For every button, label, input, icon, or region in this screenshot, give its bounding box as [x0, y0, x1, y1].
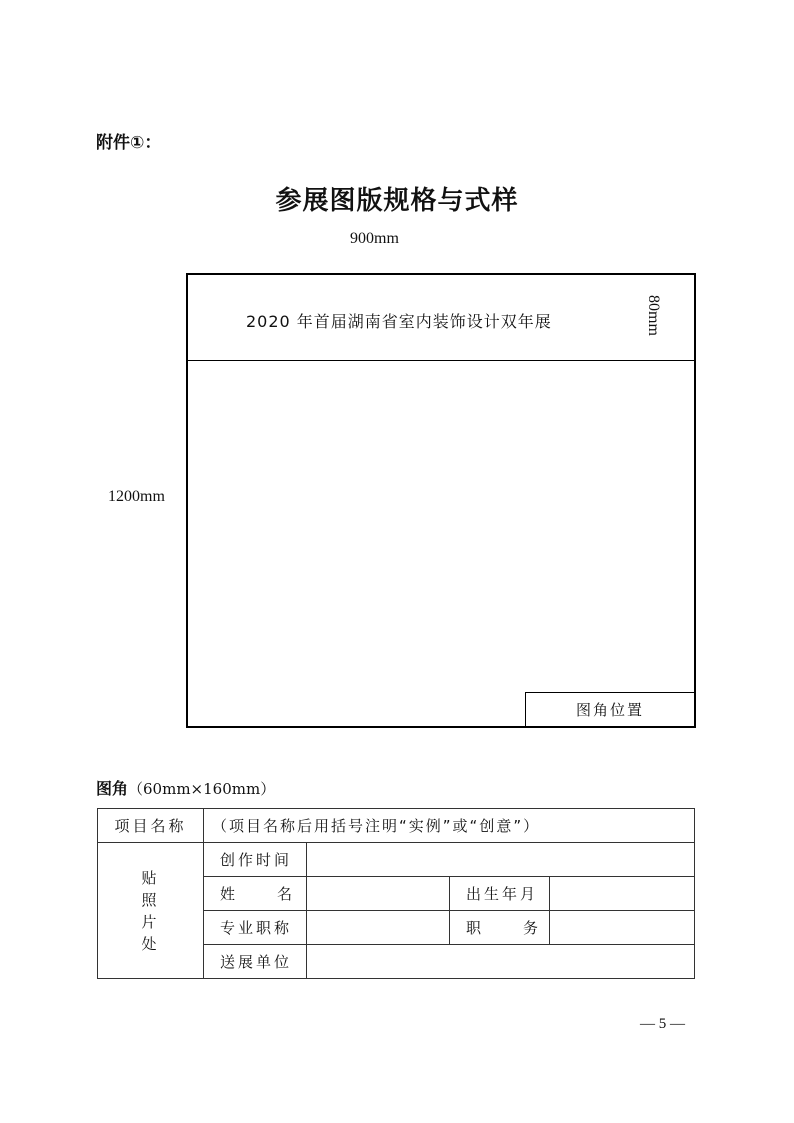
name-label — [204, 877, 307, 911]
unit-label: 送展单位 — [204, 945, 307, 979]
unit-value — [307, 945, 695, 979]
board-header-text: 2020 年首届湖南省室内装饰设计双年展 — [246, 312, 552, 331]
professional-title-value — [307, 911, 450, 945]
corner-form-table — [97, 808, 695, 979]
position-label — [450, 911, 550, 945]
table-row — [98, 843, 695, 877]
header-height-label: 80mm — [645, 295, 662, 336]
professional-title-label: 专业职称 — [204, 911, 307, 945]
photo-line: 片 — [141, 912, 160, 931]
photo-line: 贴 — [141, 868, 160, 887]
photo-line: 处 — [141, 934, 160, 953]
name-label-char: 姓 — [220, 885, 236, 903]
birth-value — [550, 877, 695, 911]
corner-title-text: 图角 — [96, 779, 129, 798]
photo-placeholder — [98, 843, 204, 979]
attachment-label: 附件①： — [96, 133, 162, 153]
name-label-char: 名 — [276, 885, 292, 903]
creation-time-label: 创作时间 — [204, 843, 307, 877]
position-label-char: 职 — [466, 919, 482, 937]
project-name-label: 项目名称 — [98, 809, 204, 843]
name-value — [307, 877, 450, 911]
corner-section-title — [96, 776, 275, 799]
project-name-hint: （项目名称后用括号注明“实例”或“创意”） — [204, 809, 695, 843]
corner-size-text: （60mm×160mm） — [128, 780, 276, 798]
page-title: 参展图版规格与式样 — [275, 186, 519, 216]
position-label-char: 务 — [522, 919, 538, 937]
table-row — [98, 809, 695, 843]
page-number: — 5 — — [640, 1016, 685, 1032]
creation-time-value — [307, 843, 695, 877]
position-value — [550, 911, 695, 945]
corner-position-box: 图角位置 — [525, 692, 694, 726]
birth-label: 出生年月 — [450, 877, 550, 911]
board-height-label: 1200mm — [108, 488, 165, 505]
board-diagram — [186, 273, 696, 728]
board-width-label: 900mm — [350, 230, 399, 247]
photo-line: 照 — [141, 890, 160, 909]
board-header-band — [188, 275, 694, 361]
